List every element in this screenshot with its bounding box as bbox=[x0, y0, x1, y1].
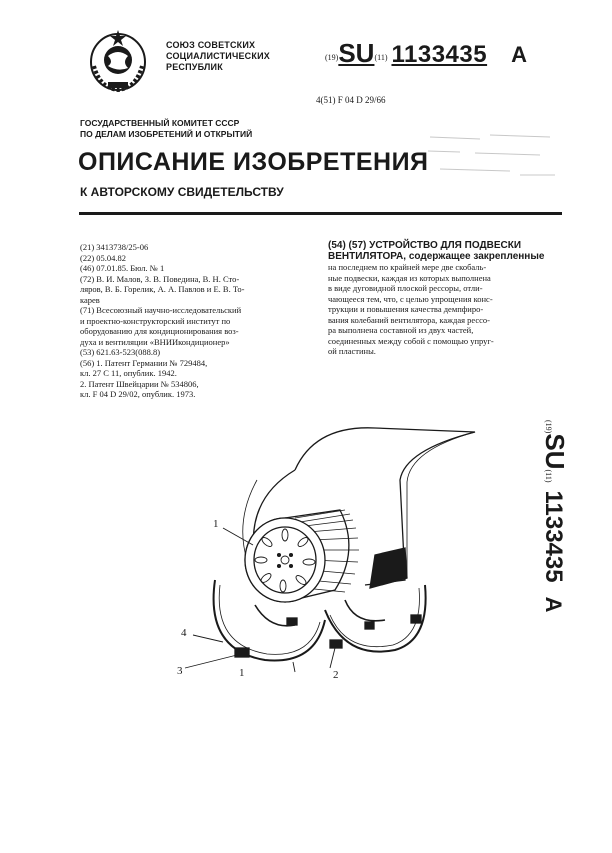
abstract-line: в виде дуговидной плоской рессоры, отли- bbox=[328, 283, 483, 293]
side-kind: A bbox=[541, 596, 566, 613]
code-19: (19) bbox=[325, 53, 339, 62]
side-number: 1133435 bbox=[540, 490, 567, 583]
org-line: СОЦИАЛИСТИЧЕСКИХ bbox=[166, 51, 270, 61]
biblio-line: (56) 1. Патент Германии № 729484, bbox=[80, 357, 208, 368]
abstract-line: ные подвески, каждая из которых выполнена bbox=[328, 272, 491, 283]
side-code-19: (19) bbox=[544, 420, 553, 434]
patent-number-block bbox=[325, 38, 527, 69]
biblio-line: духа и вентиляции «ВНИИкондиционер» bbox=[80, 336, 230, 347]
biblio-line: и проектно-конструкторский институт по bbox=[80, 315, 231, 326]
biblio-line: (72) В. И. Малов, З. В. Поведина, В. Н. Сто- bbox=[80, 273, 240, 284]
biblio-line: (21) 3413738/25-06 bbox=[80, 242, 149, 252]
header-rule bbox=[79, 212, 562, 215]
drawing-label: 2 bbox=[333, 669, 339, 681]
side-code-11: (11) bbox=[544, 469, 553, 483]
org-line: СОЮЗ СОВЕТСКИХ bbox=[166, 40, 256, 50]
code-11: (11) bbox=[374, 53, 388, 62]
biblio-line: кл. 27 С 11, опублик. 1942. bbox=[80, 368, 177, 378]
abstract-line: трукции и повышения качества демпфиро- bbox=[328, 304, 484, 314]
patent-country: SU bbox=[338, 38, 375, 68]
document-subtitle: К АВТОРСКОМУ СВИДЕТЕЛЬСТВУ bbox=[80, 185, 284, 199]
side-country: SU bbox=[540, 433, 570, 470]
committee-line: ГОСУДАРСТВЕННЫЙ КОМИТЕТ СССР bbox=[80, 118, 240, 128]
patent-kind: A bbox=[511, 42, 527, 67]
biblio-line: (22) 05.04.82 bbox=[80, 252, 127, 263]
org-line: РЕСПУБЛИК bbox=[166, 62, 223, 72]
drawing-label: 1 bbox=[213, 518, 219, 530]
abstract-line: чающееся тем, что, с целью упрощения конс- bbox=[328, 293, 493, 304]
biblio-line: карев bbox=[80, 294, 100, 305]
drawing-label: 3 bbox=[177, 665, 183, 677]
abstract-line: ра выполнена составной из двух частей, bbox=[328, 325, 474, 335]
ussr-emblem-icon bbox=[86, 26, 150, 94]
abstract-heading-line: ВЕНТИЛЯТОРА, содержащее закрепленные bbox=[328, 251, 545, 262]
biblio-line: (71) Всесоюзный научно-исследовательский bbox=[80, 305, 242, 315]
biblio-line: оборудованию для кондиционирования воз- bbox=[80, 326, 239, 336]
abstract bbox=[328, 240, 568, 357]
issuing-state bbox=[166, 40, 270, 73]
fan-suspension-drawing bbox=[175, 410, 595, 710]
abstract-line: вания колебаний вентилятора, каждая рессо- bbox=[328, 314, 490, 325]
abstract-line: на последнем по крайней мере две скобаль- bbox=[328, 262, 487, 272]
abstract-heading bbox=[328, 240, 568, 262]
abstract-line: соединенных между собой с помощью упруг- bbox=[328, 335, 494, 346]
bibliographic-data bbox=[80, 242, 312, 400]
document-title: ОПИСАНИЕ ИЗОБРЕТЕНИЯ bbox=[78, 148, 429, 176]
committee-line: ПО ДЕЛАМ ИЗОБРЕТЕНИЙ И ОТКРЫТИЙ bbox=[80, 129, 253, 139]
biblio-line: (53) 621.63-523(088.8) bbox=[80, 347, 161, 357]
biblio-line: ляров, В. Б. Горелик, А. А. Павлов и Е. В. То- bbox=[80, 284, 245, 294]
ipc-classification: 4(51) F 04 D 29/66 bbox=[316, 95, 386, 105]
abstract-body bbox=[328, 262, 568, 357]
drawing-label: 1 bbox=[239, 667, 245, 679]
abstract-heading-line: (54) (57) УСТРОЙСТВО ДЛЯ ПОДВЕСКИ bbox=[328, 240, 522, 251]
biblio-line: 2. Патент Швейцарии № 534806, bbox=[80, 378, 199, 389]
scan-smudge bbox=[420, 125, 560, 185]
committee bbox=[80, 118, 252, 140]
biblio-line: кл. F 04 D 29/02, опублик. 1973. bbox=[80, 389, 196, 399]
drawing-label: 4 bbox=[181, 627, 187, 639]
patent-number: 1133435 bbox=[391, 41, 488, 68]
biblio-line: (46) 07.01.85. Бюл. № 1 bbox=[80, 263, 165, 273]
abstract-line: ой пластины. bbox=[328, 346, 376, 356]
